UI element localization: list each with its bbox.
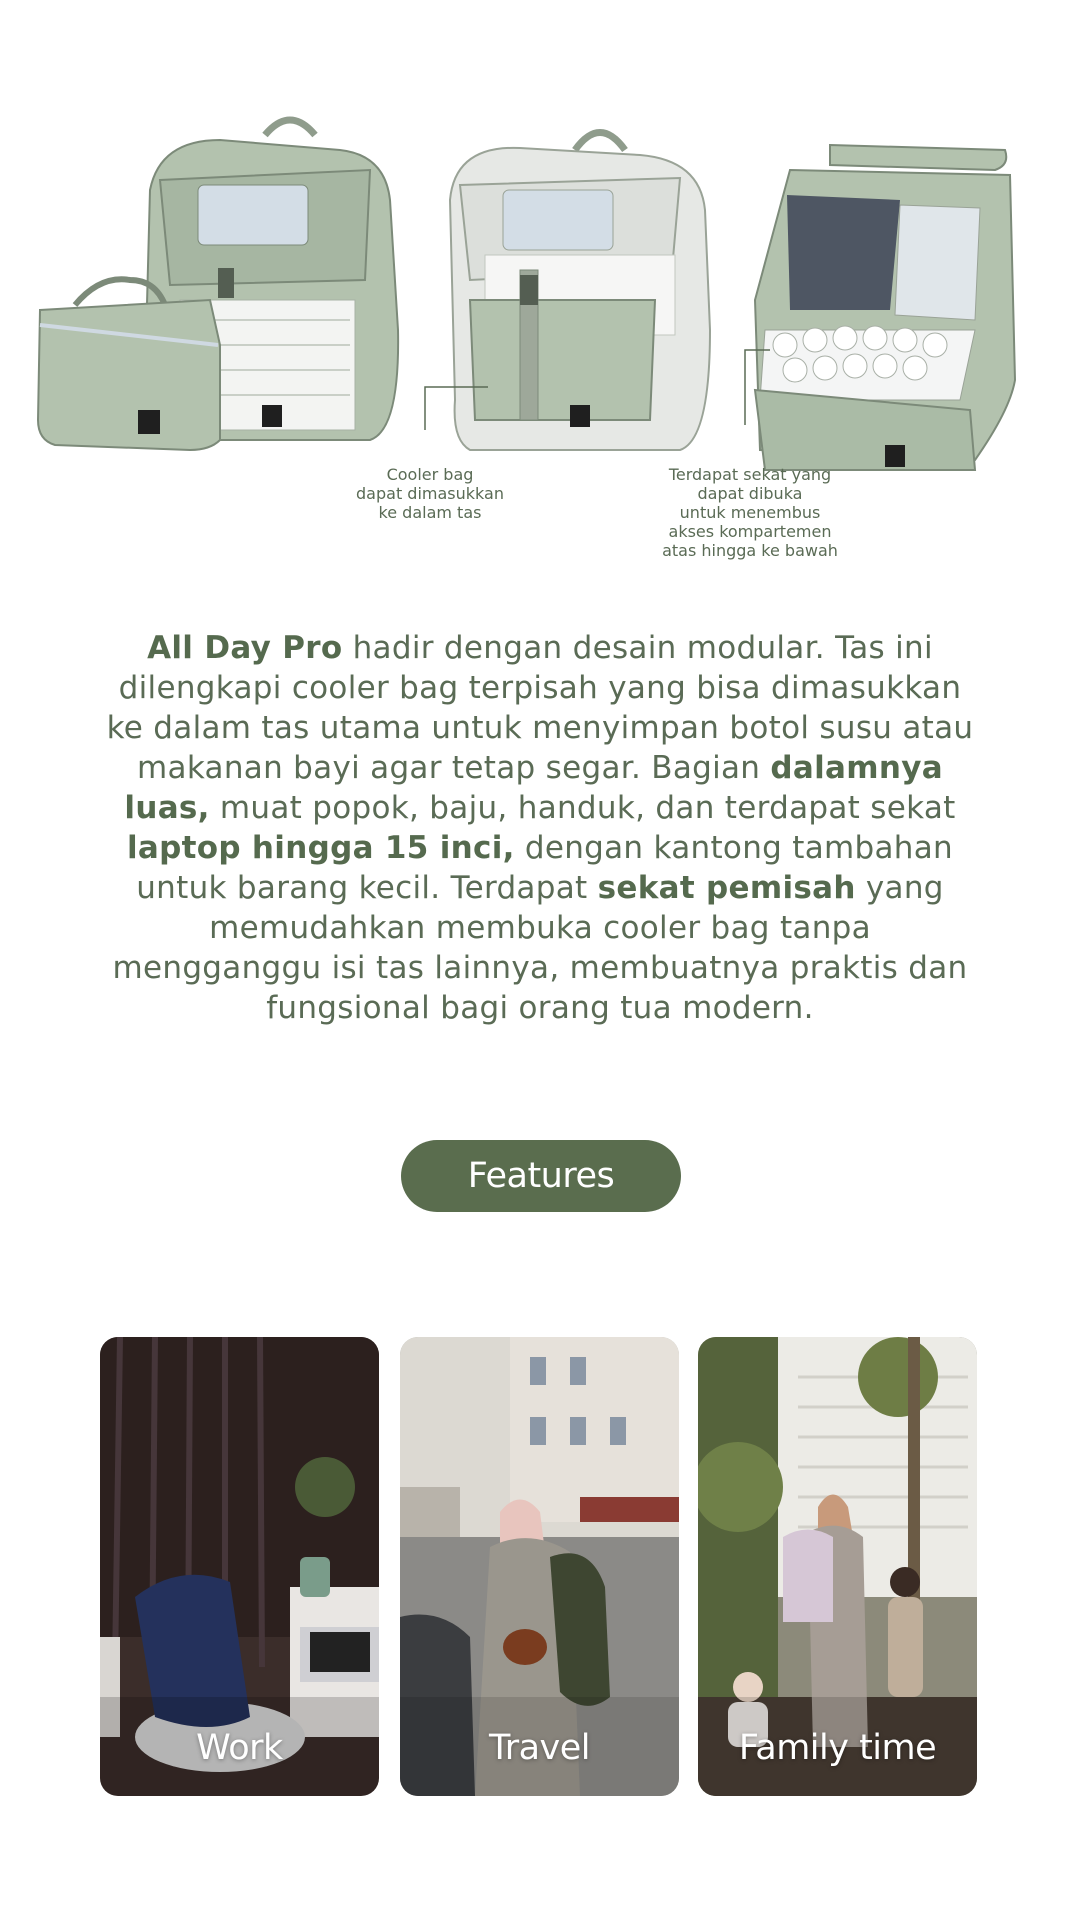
- description-highlight: dalamnya luas,: [124, 750, 943, 826]
- caption-line: ke dalam tas: [378, 503, 482, 522]
- cooler-bag-caption: [340, 465, 520, 522]
- backpack-front-drawing: [450, 133, 710, 451]
- brand-name: All Day Pro: [147, 630, 343, 666]
- caption-line: untuk menembus: [679, 503, 821, 522]
- caption-line: akses kompartemen: [668, 522, 832, 541]
- card-label: Work: [196, 1728, 283, 1768]
- backpack-with-cooler-drawing: [38, 120, 398, 450]
- card-label: Travel: [488, 1728, 591, 1768]
- description-text: dengan kantong tambahan untuk barang kecil. Terdapat: [136, 830, 953, 906]
- divider-caption: [640, 465, 860, 560]
- caption-line: dapat dimasukkan: [356, 484, 504, 503]
- caption-line: atas hingga ke bawah: [662, 541, 838, 560]
- caption-line: Terdapat sekat yang: [668, 465, 832, 484]
- description-text: hadir dengan desain modular. Tas ini dilengkapi cooler bag terpisah yang bisa dimasukkan ke dalam tas utama untuk menyimpan botol susu atau makanan bayi agar tetap segar. Bagian: [106, 630, 974, 786]
- product-illustration: [0, 0, 1080, 580]
- bag-illustration: [0, 0, 1080, 580]
- feature-card-travel[interactable]: [400, 1337, 679, 1796]
- caption-line: dapat dibuka: [697, 484, 803, 503]
- description-highlight: sekat pemisah: [597, 870, 856, 906]
- feature-card-work[interactable]: [100, 1337, 379, 1796]
- features-button[interactable]: Features: [401, 1140, 681, 1212]
- product-description: [105, 628, 975, 1028]
- open-compartment-drawing: [755, 145, 1015, 470]
- description-highlight: laptop hingga 15 inci,: [127, 830, 515, 866]
- caption-line: Cooler bag: [386, 465, 474, 484]
- description-text: yang memudahkan membuka cooler bag tanpa mengganggu isi tas lainnya, membuatnya praktis dan fungsional bagi orang tua modern.: [112, 870, 968, 1026]
- description-text: muat popok, baju, handuk, dan terdapat sekat: [209, 790, 956, 826]
- card-label: Family time: [738, 1728, 937, 1768]
- feature-card-family-time[interactable]: [698, 1337, 977, 1796]
